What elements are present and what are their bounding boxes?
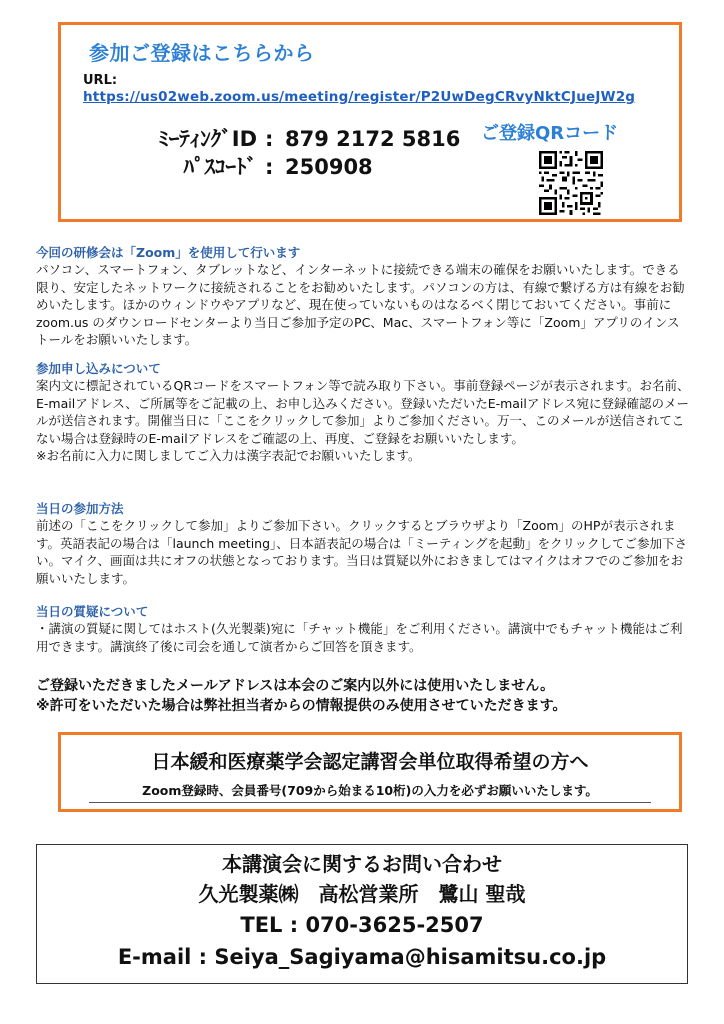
section-body: 前述の「ここをクリックして参加」よりご参加下さい。クリックするとブラウザより「Zoom」のHPが表示されます。英語表記の場合は「launch meeting」、日本語表記の場合は「ミーティングを起動」をクリックしてご参加下さい。マイク、画面は共にオフの状態となっております。当日は質疑以外におきましてはマイクはオフでのご参加をお願いいたします。 xyxy=(36,518,688,586)
meeting-id-row xyxy=(105,123,460,153)
contact-tel[interactable]: TEL : 070-3625-2507 xyxy=(240,913,484,937)
qr-label: ご登録QRコード xyxy=(481,123,619,144)
section-qa xyxy=(36,603,692,655)
contact-company: 久光製薬㈱ 高松営業所 鷺山 聖哉 xyxy=(198,882,526,906)
section-note: ※お名前に入力に関しましてご入力は漢字表記でお願いいたします。 xyxy=(36,448,421,463)
contact-box xyxy=(36,844,688,984)
section-heading: 今回の研修会は「Zoom」を使用して行います xyxy=(36,245,301,260)
meeting-id-value: 879 2172 5816 xyxy=(285,127,461,151)
passcode-row xyxy=(105,151,373,181)
section-body: ・講演の質疑に関してはホスト(久光製薬)宛に「チャット機能」をご利用ください。講演中でもチャット機能はご利用できます。講演終了後に司会を通して演者からご回答を頂きます。 xyxy=(36,621,683,654)
section-application xyxy=(36,360,692,465)
privacy-notice-line: ご登録いただきましたメールアドレスは本会のご案内以外には使用いたしません。 xyxy=(36,678,555,694)
passcode-label: ﾊﾟｽｺｰﾄﾞ xyxy=(183,155,257,179)
privacy-notice-line: ※許可をいただいた場合は弊社担当者からの情報提供のみ使用させていただきます。 xyxy=(36,698,567,714)
section-heading: 参加申し込みについて xyxy=(36,361,161,376)
privacy-notice xyxy=(36,676,696,716)
registration-qr-code-icon[interactable] xyxy=(539,151,603,215)
accreditation-box xyxy=(58,732,682,812)
meeting-id-colon: : xyxy=(265,127,274,151)
section-participation-method xyxy=(36,500,692,587)
section-body: パソコン、スマートフォン、タブレットなど、インターネットに接続できる端末の確保をお願いいたします。できる限り、安定したネットワークに接続されることをお勧めいたします。パソコンの方は、有線で繋げる方は有線をお勧めいたします。ほかのウィンドウやアプリなど、現在使っていないものはなるべく閉じておいてください。事前にzoom.us のダウンロードセンターより当日ご参加予定のPC、Mac、スマートフォン等に「Zoom」アプリのインストールをお願いいたします。 xyxy=(36,262,685,347)
section-heading: 当日の参加方法 xyxy=(36,501,124,516)
registration-url-link[interactable]: https://us02web.zoom.us/meeting/register/P2UwDegCRvyNktCJueJW2g xyxy=(83,89,636,105)
registration-title: 参加ご登録はこちらから xyxy=(89,41,315,65)
passcode-value: 250908 xyxy=(285,155,373,179)
contact-title: 本講演会に関するお問い合わせ xyxy=(222,852,502,876)
accreditation-title: 日本緩和医療薬学会認定講習会単位取得希望の方へ xyxy=(151,751,589,773)
passcode-colon: : xyxy=(265,155,274,179)
section-heading: 当日の質疑について xyxy=(36,604,149,619)
url-label: URL: xyxy=(83,73,118,88)
section-body: 案内文に標記されているQRコードをスマートフォン等で読み取り下さい。事前登録ページが表示されます。お名前、E-mailアドレス、ご所属等をご記載の上、お申し込みください。登録いただいたE-mailアドレス宛に登録確認のメールが送信されます。開催当日に「ここをクリックして参加」よりご参加ください。万一、このメールが送信されてこない場合は登録時のE-mailアドレスをご確認の上、再度、ご登録をお願いいたします。 xyxy=(36,378,690,446)
registration-box xyxy=(58,22,682,222)
meeting-id-label: ﾐｰﾃｨﾝｸﾞID xyxy=(158,127,257,151)
accreditation-subtitle: Zoom登録時、会員番号(709から始まる10桁)の入力を必ずお願いいたします。 xyxy=(89,781,651,803)
contact-email[interactable]: E-mail : Seiya_Sagiyama@hisamitsu.co.jp xyxy=(117,945,607,969)
section-zoom-usage xyxy=(36,244,692,349)
